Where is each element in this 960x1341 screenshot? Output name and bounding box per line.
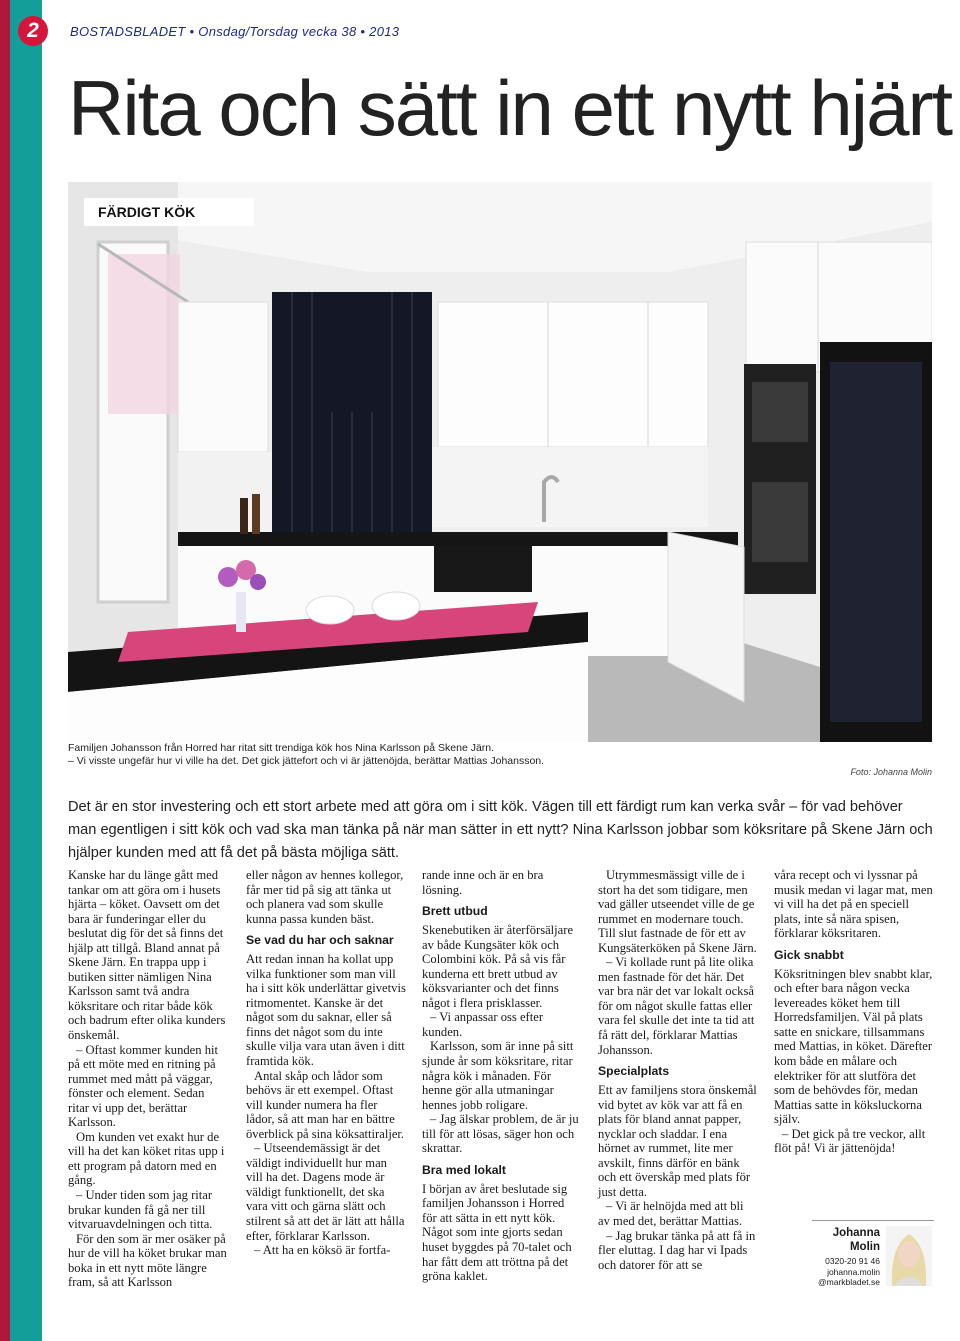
paragraph: Antal skåp och lådor som behövs är ett exempel. Oftast vill kunder numera ha fler lådor, så att man har en bättre överblick på sina köksattiraljer. [246,1068,405,1141]
article-headline: Rita och sätt in ett nytt hjärt [68,64,952,152]
paragraph: – Vi anpassar oss efter kunden. [422,1010,544,1039]
paragraph: Utrymmesmässigt ville de i stort ha det som tidigare, men vad gäller utseendet ville de ge rummet en modernare touch. Till slut fastnade de för ett av Kungsäterköken på Skene Järn. [598,868,757,955]
author-email-line2: @markbladet.se [817,1277,880,1287]
subheading: Bra med lokalt [422,1162,506,1177]
kitchen-photo [68,182,932,742]
page-edge-teal-strip [10,0,42,1341]
caption-line: – Vi visste ungefär hur vi ville ha det. Det gick jättefort och vi är jättenöjda, berättar Mattias Johansson. [68,755,545,767]
paragraph: I början av året beslutade sig familjen Johansson i Horred för att sätta in ett nytt kök. Något som inte gjorts sedan huset byggdes på 70-talet och har fått dem att tröttna på det gröna kaklet. [422,1181,572,1284]
body-column-2 [246,868,406,1258]
photo-credit: Foto: Johanna Molin [850,767,932,777]
paragraph: rande inne och är en bra lösning. [422,868,544,897]
subheading: Brett utbud [422,904,488,919]
paragraph: – Jag älskar problem, de är ju till för att lösas, säger hon och skrattar. [422,1112,579,1156]
body-column-3 [422,868,582,1284]
paragraph: – Jag brukar tänka på att få in fler eluttag. I dag har vi Ipads och datorer för att se [598,1228,756,1272]
paragraph: Kanske har du länge gått med tankar om att göra om i husets hjärta – köket. Oavsett om det bara är funderingar eller du beslutat dig för det så finns det hjälp att tillgå. Bland annat på Skene Järn. En trappa upp i butiken sitter nämligen Nina Karlsson samt två andra köksritare och ritar både kök och badrum efter olika kunders önskemål. [68,868,226,1043]
author-phone: 0320-20 91 46 [825,1256,880,1266]
caption-line: Familjen Johansson från Horred har ritat sitt trendiga kök hos Nina Karlsson på Skene Järn. [68,742,495,754]
author-email-line1: johanna.molin [827,1266,880,1277]
paragraph: – Det gick på tre veckor, allt flöt på! Vi är jättenöjda! [774,1126,926,1156]
paragraph: – Att ha en köksö är fortfa- [254,1243,391,1258]
body-column-1 [68,868,228,1290]
paragraph: Skenebutiken är återförsäljare av både Kungsäter kök och Colombini kök. På så vis får kunderna ett brett utbud av köksvarianter och det finns något i flera prisklasser. [422,923,574,1010]
paragraph: – Vi är helnöjda med att bli av med det, berättar Mattias. [598,1199,744,1229]
page-edge-red-strip [0,0,10,1341]
running-header: BOSTADSBLADET • Onsdag/Torsdag vecka 38 • 2013 [70,24,400,39]
body-column-4 [598,868,758,1272]
paragraph: Karlsson, som är inne på sitt sjunde år som köksritare, ritar några kök i månaden. För henne gör alla utmaningar hennes jobb roligare. [422,1039,574,1112]
article-ingress: Det är en stor investering och ett stort arbete med att göra om i sitt kök. Vägen till ett färdigt rum kan verka svår – för vad behöver man egentligen i sitt kök och vad ska man tänka på när man sätter in ett nytt? Nina Karlsson jobbar som köksritare på Skene Järn och hjälper kunden med att få det på bästa möjliga sätt. [68,799,933,861]
body-column-5 [774,868,934,1156]
subheading: Specialplats [598,1064,670,1079]
paragraph: Ett av familjens stora önskemål vid bytet av kök var att få en plats för bland annat papper, nycklar och sladdar. I ena hörnet av rummet, lite mer avskilt, finns därför en bänk och ett överskåp med plats för just detta. [598,1083,757,1199]
paragraph: – Vi kollade runt på lite olika men fastnade för det här. Det var bra när det var lokalt också för om något skulle fattas eller vara fel skulle det inte ta tid att få rätt del, förklarar Mattias Johansson. [598,955,755,1057]
paragraph: – Utseendemässigt är det väldigt individuellt hur man vill ha det. Dagens mode är väldigt funktionellt, det ska vara vitt och gärna slätt och stilrent så att det är lätt att hålla efter, förklarar Karlsson. [246,1141,405,1243]
paragraph: Om kunden vet exakt hur de vill ha det kan köket ritas upp i ett program på datorn med en gång. [68,1129,225,1188]
subheading: Gick snabbt [774,947,844,962]
subheading: Se vad du har och saknar [246,933,394,948]
page-number-badge: 2 [18,16,48,46]
author-name: Johanna Molin [832,1227,880,1253]
paragraph: eller någon av hennes kollegor, får mer tid på sig att tänka ut och planera vad som skulle kunna passa kunden bäst. [246,868,404,926]
paragraph: Köksritningen blev snabbt klar, och efter bara någon vecka levereades köket hem till Horredsfamiljen. Väl på plats satte en snickare, tillsammans med Mattias, in köket. Därefter kom både en målare och elektriker för att slutföra det som de behövdes för, medan Mattias satte in köksluckorna själv. [774,966,933,1127]
paragraph: – Oftast kommer kunden hit på ett möte med en ritning på rummet med mått på väggar, fönster och element. Sedan ritar vi upp det, berättar Karlsson. [68,1042,219,1130]
photo-caption [68,742,768,768]
paragraph: Att redan innan ha kollat upp vilka funktioner som man vill ha i sitt kök underlättar givetvis ritmomentet. Kanske är det något som du saknar, eller så finns det något som du inte skulle vilja vara utan även i ditt framtida kök. [246,952,406,1069]
byline-divider [812,1220,934,1221]
author-contact [812,1256,880,1288]
paragraph: – Under tiden som jag ritar brukar kunden få gå ner till vitvaruavdelningen och titta. [68,1188,213,1232]
section-tag: FÄRDIGT KÖK [84,198,254,226]
author-portrait [886,1226,932,1286]
paragraph: För den som är mer osäker på hur de vill ha köket brukar man boka in ett nytt möte längre fram, så att Karlsson [68,1231,227,1290]
paragraph: våra recept och vi lyssnar på musik medan vi lagar mat, men vi vill ha det på en speciell plats, inte så nära spisen, förklarar köksritaren. [774,868,933,941]
